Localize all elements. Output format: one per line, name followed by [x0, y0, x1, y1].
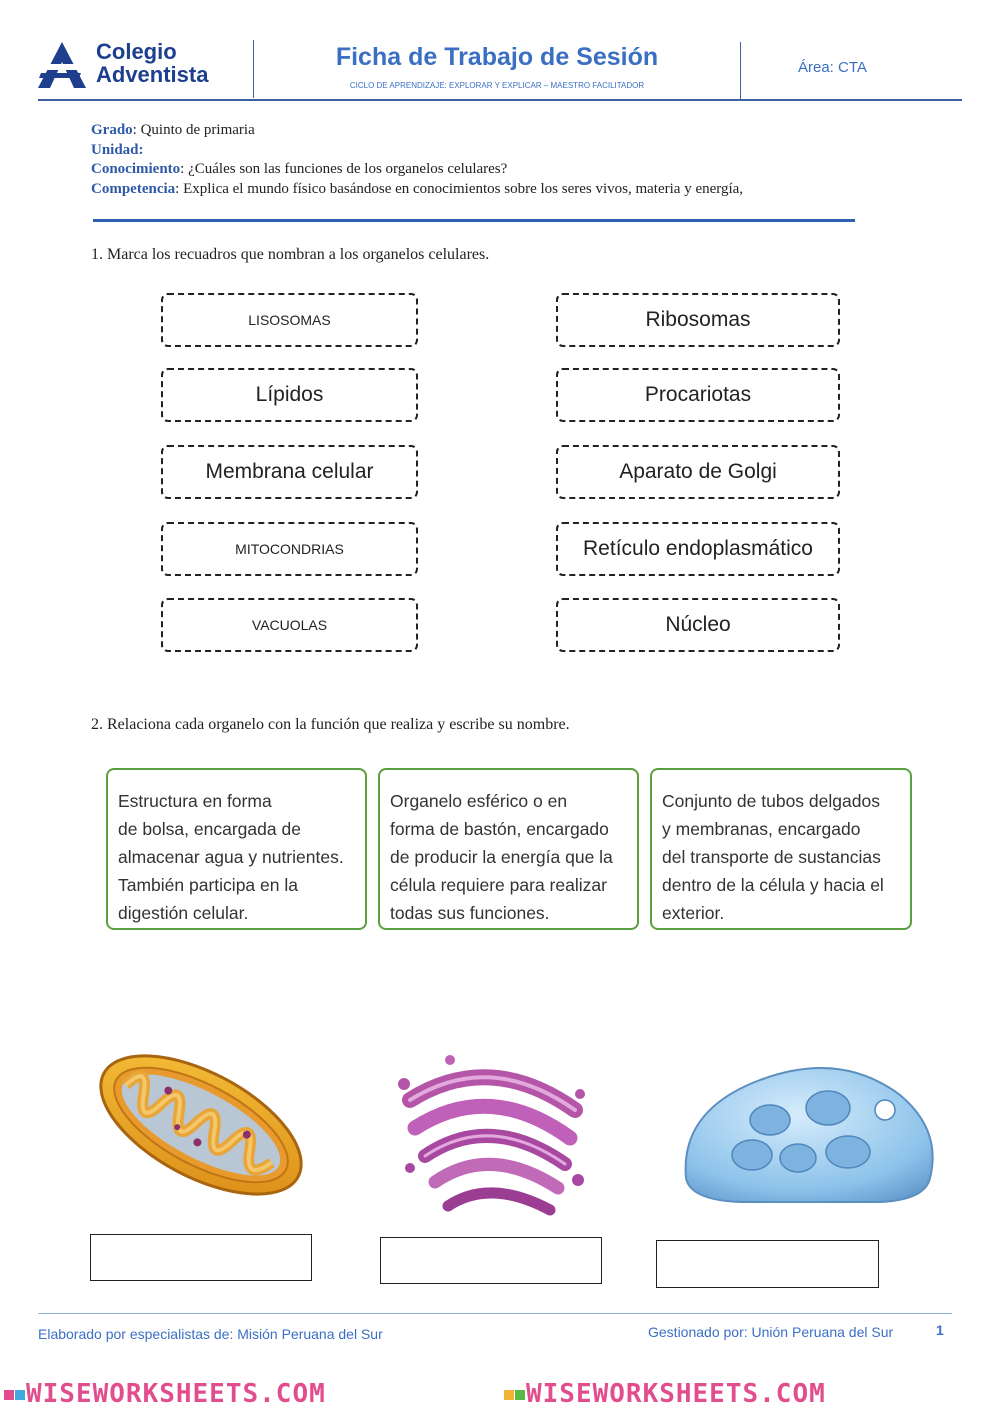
- word-box[interactable]: Lípidos: [161, 368, 418, 422]
- question-1: 1. Marca los recuadros que nombran a los organelos celulares.: [91, 246, 490, 263]
- page-title: Ficha de Trabajo de Sesión: [335, 43, 659, 71]
- logo-mark-icon: [38, 42, 86, 88]
- function-line: célula requiere para realizar: [390, 875, 607, 895]
- school-logo: [38, 38, 253, 98]
- grado-label: Grado: [91, 122, 133, 138]
- page-subtitle: CICLO DE APRENDIZAJE: EXPLORAR Y EXPLICAR – MAESTRO FACILITADOR: [349, 81, 645, 90]
- function-card: [106, 768, 367, 930]
- word-box[interactable]: Ribosomas: [556, 293, 840, 347]
- word-box[interactable]: Aparato de Golgi: [556, 445, 840, 499]
- answer-box-2[interactable]: [380, 1237, 602, 1284]
- watermark-text: WISEWORKSHEETS.COM: [26, 1379, 326, 1409]
- logo-text-line1: Colegio: [96, 39, 177, 64]
- function-card: [650, 768, 912, 930]
- function-line: También participa en la: [118, 875, 298, 895]
- function-line: todas sus funciones.: [390, 903, 550, 923]
- function-line: forma de bastón, encargado: [390, 819, 609, 839]
- word-box[interactable]: MITOCONDRIAS: [161, 522, 418, 576]
- footer-manager: Gestionado por: Unión Peruana del Sur: [648, 1324, 894, 1340]
- function-line: del transporte de sustancias: [662, 847, 881, 867]
- mitochondria-image: [86, 1030, 316, 1220]
- watermark: [4, 1379, 326, 1409]
- header-divider: [740, 42, 741, 100]
- answer-box-3[interactable]: [656, 1240, 879, 1288]
- footer-rule: [38, 1313, 952, 1314]
- function-line: de producir la energía que la: [390, 847, 613, 867]
- watermark-logo-icon: [504, 1390, 514, 1400]
- logo-text: [96, 40, 208, 86]
- function-line: Conjunto de tubos delgados: [662, 791, 880, 811]
- word-box[interactable]: Núcleo: [556, 598, 840, 652]
- vacuole-image: [680, 1060, 940, 1210]
- watermark-logo-icon: [515, 1390, 525, 1400]
- function-line: y membranas, encargado: [662, 819, 861, 839]
- word-box[interactable]: LISOSOMAS: [161, 293, 418, 347]
- footer-author: Elaborado por especialistas de: Misión Peruana del Sur: [38, 1326, 383, 1342]
- function-line: digestión celular.: [118, 903, 249, 923]
- function-line: almacenar agua y nutrientes.: [118, 847, 344, 867]
- conocimiento-value: : ¿Cuáles son las funciones de los organelos celulares?: [180, 161, 508, 177]
- conocimiento-label: Conocimiento: [91, 161, 181, 177]
- watermark-logo-icon: [4, 1390, 14, 1400]
- page-number: 1: [936, 1322, 944, 1338]
- competencia-value: : Explica el mundo físico basándose en conocimientos sobre los seres vivos, materia y energía,: [175, 180, 744, 197]
- watermark: [504, 1379, 826, 1409]
- word-box[interactable]: Retículo endoplasmático: [556, 522, 840, 576]
- word-box[interactable]: Membrana celular: [161, 445, 418, 499]
- session-info: [91, 121, 743, 199]
- function-card: [378, 768, 639, 930]
- function-line: de bolsa, encargada de: [118, 819, 301, 839]
- answer-box-1[interactable]: [90, 1234, 312, 1281]
- unidad-label: Unidad:: [91, 141, 144, 158]
- watermark-text: WISEWORKSHEETS.COM: [526, 1379, 826, 1409]
- function-line: dentro de la célula y hacia el: [662, 875, 884, 895]
- logo-text-line2: Adventista: [96, 62, 209, 87]
- header-rule: [38, 99, 962, 101]
- golgi-apparatus-image: [390, 1040, 590, 1220]
- question-2: 2. Relaciona cada organelo con la función que realiza y escribe su nombre.: [91, 716, 570, 733]
- function-line: Estructura en forma: [118, 791, 272, 811]
- function-line: exterior.: [662, 903, 725, 923]
- function-line: Organelo esférico o en: [390, 791, 568, 811]
- section-rule: [93, 219, 855, 222]
- grado-value: : Quinto de primaria: [132, 122, 255, 138]
- watermark-logo-icon: [15, 1390, 25, 1400]
- area-label: Área: CTA: [798, 59, 867, 76]
- competencia-label: Competencia: [91, 180, 176, 197]
- word-box[interactable]: VACUOLAS: [161, 598, 418, 652]
- word-box[interactable]: Procariotas: [556, 368, 840, 422]
